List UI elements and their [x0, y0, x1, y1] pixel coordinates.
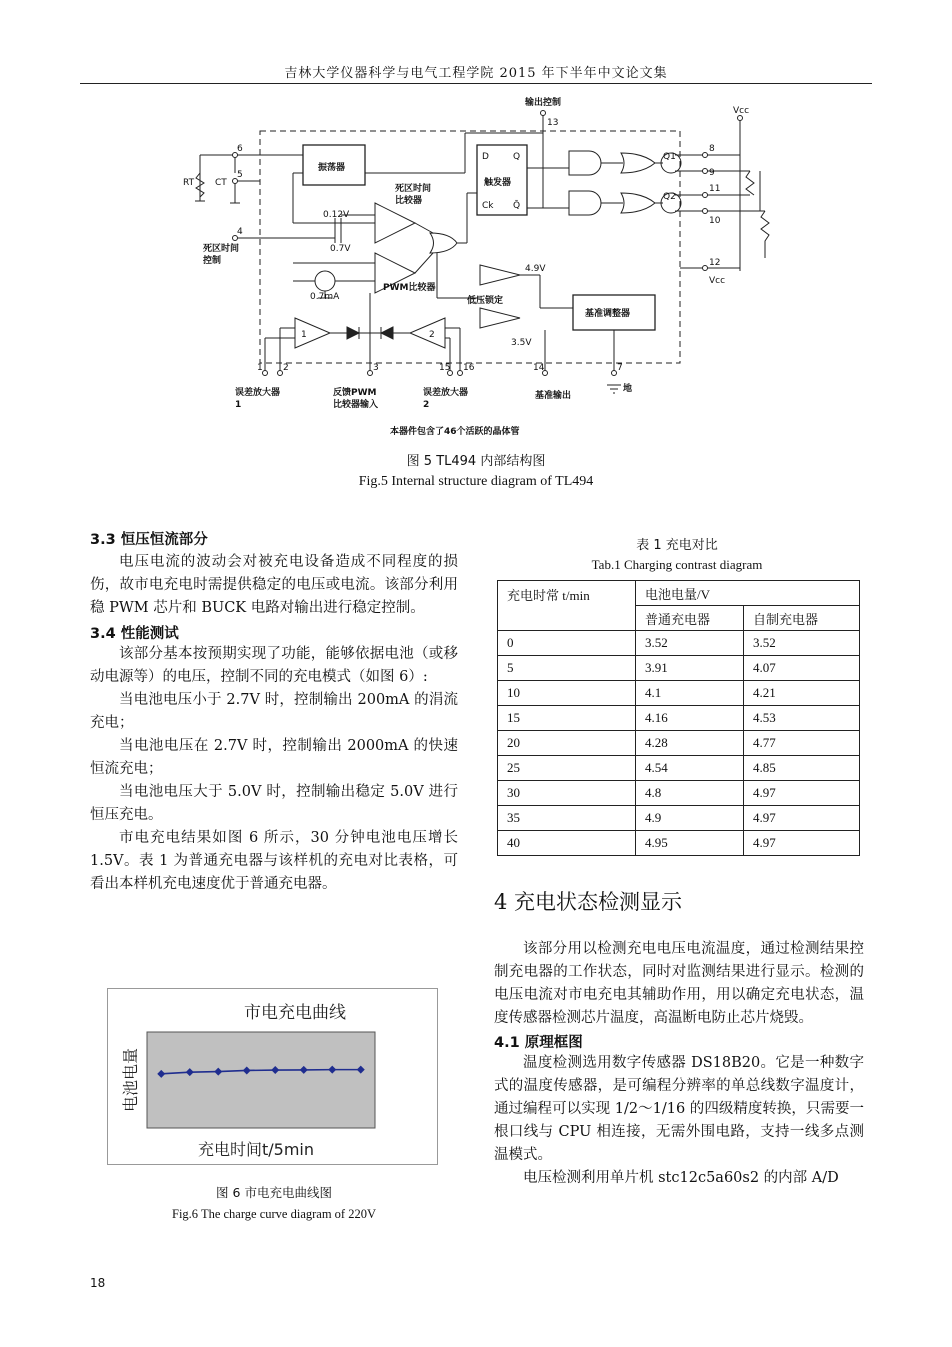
- y-axis-label: 电池电量: [121, 1047, 140, 1113]
- table-cell-normal: 4.9: [636, 806, 744, 831]
- label-4-9v: 4.9V: [525, 264, 546, 274]
- table-cell-self: 4.53: [744, 706, 860, 731]
- section-3-3-title: 3.3 恒压恒流部分: [90, 532, 208, 548]
- label-pin7: 7: [617, 363, 623, 373]
- label-pin5: 5: [237, 170, 243, 180]
- table-cell-self: 4.97: [744, 781, 860, 806]
- table-cell-normal: 4.54: [636, 756, 744, 781]
- section-3-4-para1: 该部分基本按预期实现了功能，能够依据电池（或移动电源等）的电压，控制不同的充电模式（如图 6）:: [90, 646, 458, 685]
- table-cell-time: 0: [498, 631, 636, 656]
- section-3-4-para2: 当电池电压小于 2.7V 时，控制输出 200mA 的涓流充电；: [90, 692, 458, 731]
- label-pin11: 11: [709, 184, 721, 194]
- label-vcc-top: Vcc: [733, 106, 750, 116]
- label-pin10: 10: [709, 216, 721, 226]
- label-pin9: 9: [709, 168, 715, 178]
- running-header: 吉林大学仪器科学与电气工程学院 2015 年下半年中文论文集: [284, 66, 668, 81]
- label-rt: RT: [183, 178, 195, 188]
- table-cell-time: 30: [498, 781, 636, 806]
- label-deadtime-ctrl: 死区时间控制: [203, 244, 240, 266]
- label-uvlo: 低压锁定: [467, 296, 504, 306]
- header-rule: [80, 83, 872, 84]
- table-cell-normal: 4.16: [636, 706, 744, 731]
- label-pin8: 8: [709, 144, 715, 154]
- fig5-caption-cn: 图 5 TL494 内部结构图: [406, 454, 546, 469]
- label-ref-reg: 基准调整器: [585, 309, 631, 319]
- section-4-title: 4 充电状态检测显示: [494, 890, 683, 914]
- section-3-4-para4: 当电池电压大于 5.0V 时，控制输出稳定 5.0V 进行恒压充电。: [90, 784, 458, 823]
- table-cell-self: 4.07: [744, 656, 860, 681]
- table-cell-self: 3.52: [744, 631, 860, 656]
- series-line-segment: [218, 1070, 247, 1071]
- page-number: 18: [90, 1276, 106, 1290]
- table-row: [498, 656, 860, 681]
- left-column: [90, 528, 458, 896]
- label-pin14: 14: [533, 363, 545, 373]
- tl494-diagram: [175, 93, 785, 448]
- charging-contrast-table: [497, 580, 860, 856]
- table-cell-time: 10: [498, 681, 636, 706]
- label-ref-out: 基准输出: [535, 391, 572, 401]
- label-pin1: 1: [257, 363, 263, 373]
- label-3-5v: 3.5V: [511, 338, 532, 348]
- table-col-self: 自制充电器: [744, 606, 860, 631]
- label-0-7v: 0.7V: [330, 244, 351, 254]
- label-pin15: 15: [439, 363, 451, 373]
- table-cell-normal: 4.28: [636, 731, 744, 756]
- table-cell-normal: 4.1: [636, 681, 744, 706]
- table-row: [498, 756, 860, 781]
- table-col-group: 电池电量/V: [636, 581, 860, 606]
- table1-title-cn: 表 1 充电对比: [636, 538, 718, 553]
- label-note: 本器件包含了46个活跃的晶体管: [390, 427, 520, 437]
- table-col-time: 充电时常 t/min: [498, 581, 636, 631]
- label-ct: CT: [215, 178, 227, 188]
- label-pin16: 16: [463, 363, 475, 373]
- label-deadtime-comp: 死区时间比较器: [395, 184, 432, 206]
- label-ff-q: Q: [513, 152, 521, 162]
- section-4-1-para1: 温度检测选用数字传感器 DS18B20。它是一种数字式的温度传感器，是可编程分辨率的单总线数字温度计，通过编程可以实现 1/2～1/16 的四级精度转换，只需要一根口线与 CPU 相连接，无需外围电路，支持一线多点测温模式。: [494, 1055, 864, 1163]
- table-cell-self: 4.77: [744, 731, 860, 756]
- table-row: [498, 731, 860, 756]
- label-gnd: 地: [623, 384, 633, 394]
- section-3-4-para5: 市电充电结果如图 6 所示，30 分钟电池电压增长 1.5V。表 1 为普通充电器与该样机的充电对比表格，可看出本样机充电速度优于普通充电器。: [90, 830, 458, 892]
- table-cell-self: 4.85: [744, 756, 860, 781]
- label-err-amp2: 误差放大器 2: [423, 388, 469, 410]
- label-pin4: 4: [237, 227, 243, 237]
- label-q2: Q2: [663, 192, 676, 202]
- table-row: [498, 631, 860, 656]
- table-row: [498, 681, 860, 706]
- label-ff-ck: Ck: [482, 201, 494, 211]
- table-row: [498, 706, 860, 731]
- label-output-control: 输出控制: [525, 98, 562, 108]
- label-vcc-right: Vcc: [709, 276, 726, 286]
- label-pin6: 6: [237, 144, 243, 154]
- section-3-4-para3: 当电池电压在 2.7V 时，控制输出 2000mA 的快速恒流充电；: [90, 738, 458, 777]
- table-cell-self: 4.97: [744, 806, 860, 831]
- table-cell-time: 40: [498, 831, 636, 856]
- table-cell-time: 25: [498, 756, 636, 781]
- label-oscillator: 振荡器: [318, 163, 346, 173]
- series-line-segment: [190, 1072, 219, 1073]
- label-ea1-in: 1: [301, 330, 307, 340]
- plot-area: [147, 1032, 375, 1128]
- label-err-amp1: 误差放大器 1: [235, 388, 281, 410]
- label-0-12v: 0.12V: [323, 210, 350, 220]
- table-cell-normal: 3.52: [636, 631, 744, 656]
- fig6-caption-cn: 图 6 市电充电曲线图: [216, 1185, 332, 1200]
- table-cell-time: 20: [498, 731, 636, 756]
- section-4-1-title: 4.1 原理框图: [494, 1035, 583, 1051]
- table-cell-time: 5: [498, 656, 636, 681]
- label-pin13: 13: [547, 118, 559, 128]
- label-pin3: 3: [373, 363, 379, 373]
- label-fb-pwm: 反馈PWM 比较器输入: [333, 388, 379, 410]
- fig6-caption-en: Fig.6 The charge curve diagram of 220V: [172, 1207, 376, 1221]
- section-3-4-title: 3.4 性能测试: [90, 626, 179, 642]
- fig5-caption-en: Fig.5 Internal structure diagram of TL494: [358, 474, 594, 489]
- table-cell-time: 35: [498, 806, 636, 831]
- table-row: [498, 831, 860, 856]
- table-col-normal: 普通充电器: [636, 606, 744, 631]
- label-q1: Q1: [663, 152, 676, 162]
- label-pin12: 12: [709, 258, 721, 268]
- table1-title-en: Tab.1 Charging contrast diagram: [591, 557, 763, 572]
- label-pin2: 2: [283, 363, 289, 373]
- table-row: [498, 806, 860, 831]
- label-ff-d: D: [482, 152, 489, 162]
- section-4-1-para2: 电压检测利用单片机 stc12c5a60s2 的内部 A/D: [523, 1170, 839, 1186]
- label-0-7ma: 0.7mA: [310, 292, 340, 302]
- table-cell-self: 4.21: [744, 681, 860, 706]
- label-pwm-comp: PWM比较器: [383, 283, 436, 293]
- table-cell-normal: 3.91: [636, 656, 744, 681]
- chart-title: 市电充电曲线: [244, 1003, 346, 1023]
- section-4-para: 该部分用以检测充电电压电流温度，通过检测结果控制充电器的工作状态，同时对监测结果进行显示。检测的电压电流对市电充电其辅助作用，用以确定充电状态，温度传感器检测芯片温度，高温断电防止芯片烧毁。: [494, 941, 864, 1026]
- table-cell-time: 15: [498, 706, 636, 731]
- section-3-3-para: 电压电流的波动会对被充电设备造成不同程度的损伤，故市电充电时需提供稳定的电压或电流。该部分利用稳 PWM 芯片和 BUCK 电路对输出进行稳定控制。: [90, 554, 458, 616]
- label-flipflop: 触发器: [484, 178, 512, 188]
- charge-curve-chart: [107, 988, 438, 1165]
- x-axis-label: 充电时间t/5min: [197, 1140, 315, 1159]
- table-cell-normal: 4.95: [636, 831, 744, 856]
- table-cell-self: 4.97: [744, 831, 860, 856]
- label-ff-qbar: Q̄: [513, 201, 521, 211]
- table-cell-normal: 4.8: [636, 781, 744, 806]
- table-header-row: [498, 581, 860, 606]
- label-ea2-in: 2: [429, 330, 435, 340]
- table-row: [498, 781, 860, 806]
- right-column: [494, 938, 864, 1190]
